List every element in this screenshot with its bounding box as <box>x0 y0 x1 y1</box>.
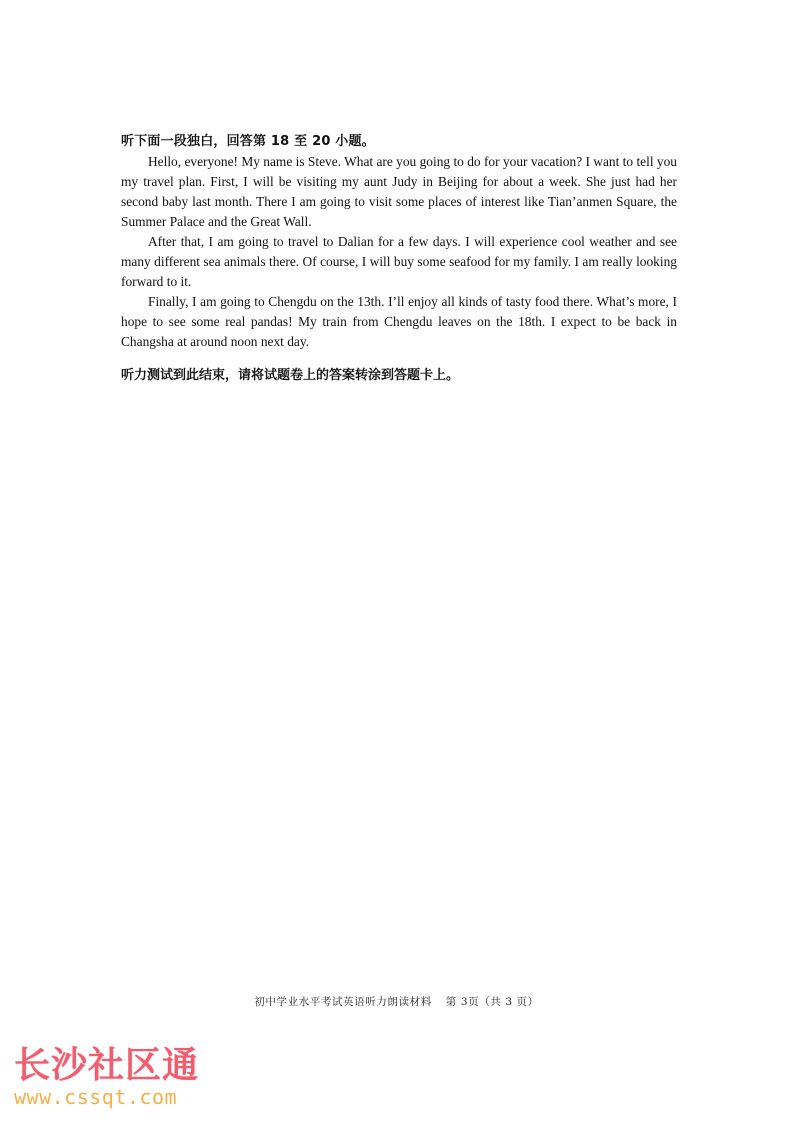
footer-page-info: 第 3页（共 3 页） <box>445 996 539 1008</box>
monologue-paragraph-3: Finally, I am going to Chengdu on the 13th. I’ll enjoy all kinds of tasty food there. What’s more, I hope to see some real pandas! My train from Chengdu leaves on the 18th. I expect to be back in Changsha at around noon next day. <box>121 294 677 349</box>
monologue-paragraph-2: After that, I am going to travel to Dalian for a few days. I will experience cool weather and see many different sea animals there. Of course, I will buy some seafood for my family. I am really looking forward to it. <box>121 234 677 289</box>
section-heading: 听下面一段独白，回答第 18 至 20 小题。 <box>121 134 375 149</box>
watermark-title: 长沙社区通 <box>14 1045 200 1086</box>
monologue-paragraph-1: Hello, everyone! My name is Steve. What are you going to do for your vacation? I want to tell you my travel plan. First, I will be visiting my aunt Judy in Beijing for about a week. She just had her second baby last month. There I am going to visit some places of interest like Tian’anmen Square, the Summer Palace and the Great Wall. <box>121 154 677 229</box>
page-footer <box>0 994 793 1009</box>
listening-section <box>121 132 677 386</box>
ending-note: 听力测试到此结束，请将试题卷上的答案转涂到答题卡上。 <box>121 368 460 383</box>
watermark-url: www.cssqt.com <box>14 1085 178 1109</box>
footer-material-title: 初中学业水平考试英语听力朗读材料 <box>254 996 432 1008</box>
site-watermark <box>14 1046 224 1108</box>
